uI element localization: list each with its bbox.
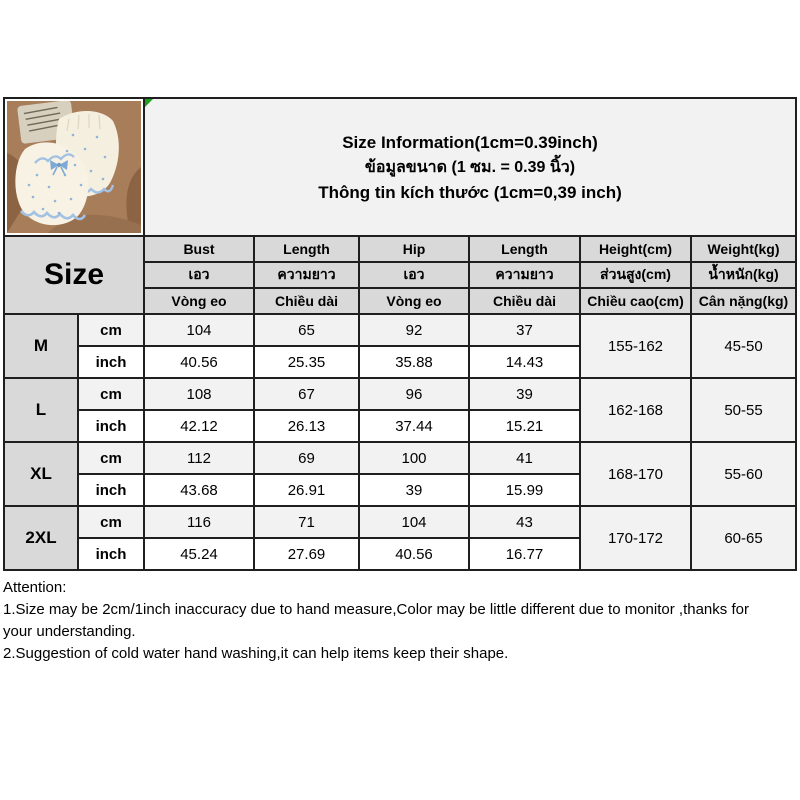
value-cell: 39 (469, 378, 580, 410)
header-length2-th: ความยาว (469, 262, 580, 288)
value-cell: 40.56 (144, 346, 254, 378)
product-photo-cell (4, 98, 144, 236)
value-cell: 25.35 (254, 346, 359, 378)
weight-range-xl: 55-60 (691, 442, 796, 506)
weight-range-m: 45-50 (691, 314, 796, 378)
title-english: Size Information(1cm=0.39inch) (342, 132, 598, 152)
value-cell: 37 (469, 314, 580, 346)
unit-cm: cm (78, 506, 144, 538)
value-cell: 96 (359, 378, 469, 410)
unit-inch: inch (78, 410, 144, 442)
value-cell: 43 (469, 506, 580, 538)
header-height-th: ส่วนสูง(cm) (580, 262, 691, 288)
title-row (4, 98, 796, 236)
size-chart-table (3, 97, 797, 571)
value-cell: 67 (254, 378, 359, 410)
value-cell: 35.88 (359, 346, 469, 378)
header-row-english (4, 236, 796, 262)
value-cell: 104 (359, 506, 469, 538)
header-weight-vi: Cân nặng(kg) (691, 288, 796, 314)
size-label-xl: XL (4, 442, 78, 506)
height-range-l: 162-168 (580, 378, 691, 442)
size-info-title-cell (144, 98, 796, 236)
unit-inch: inch (78, 346, 144, 378)
cell-flag-icon (145, 99, 153, 107)
height-range-m: 155-162 (580, 314, 691, 378)
header-bust-vi: Vòng eo (144, 288, 254, 314)
size-label-2xl: 2XL (4, 506, 78, 570)
size-label-m: M (4, 314, 78, 378)
header-weight: Weight(kg) (691, 236, 796, 262)
header-length: Length (254, 236, 359, 262)
value-cell: 40.56 (359, 538, 469, 570)
size-label-l: L (4, 378, 78, 442)
weight-range-l: 50-55 (691, 378, 796, 442)
value-cell: 69 (254, 442, 359, 474)
header-weight-th: น้ำหนัก(kg) (691, 262, 796, 288)
header-hip: Hip (359, 236, 469, 262)
product-photo (7, 101, 141, 233)
value-cell: 26.91 (254, 474, 359, 506)
unit-inch: inch (78, 474, 144, 506)
title-vietnamese: Thông tin kích thước (1cm=0,39 inch) (318, 182, 622, 202)
header-hip-th: เอว (359, 262, 469, 288)
value-cell: 14.43 (469, 346, 580, 378)
height-range-2xl: 170-172 (580, 506, 691, 570)
row-m-cm (4, 314, 796, 346)
row-l-cm (4, 378, 796, 410)
value-cell: 27.69 (254, 538, 359, 570)
value-cell: 42.12 (144, 410, 254, 442)
title-thai: ข้อมูลขนาด (1 ซม. = 0.39 นิ้ว) (364, 158, 576, 176)
header-length-th: ความยาว (254, 262, 359, 288)
header-height-vi: Chiều cao(cm) (580, 288, 691, 314)
header-length-vi: Chiều dài (254, 288, 359, 314)
attention-note-2: 2.Suggestion of cold water hand washing,it can help items keep their shape. (3, 645, 509, 662)
value-cell: 37.44 (359, 410, 469, 442)
attention-heading: Attention: (3, 579, 67, 596)
unit-cm: cm (78, 378, 144, 410)
value-cell: 71 (254, 506, 359, 538)
header-height: Height(cm) (580, 236, 691, 262)
header-length2: Length (469, 236, 580, 262)
row-xl-cm (4, 442, 796, 474)
value-cell: 26.13 (254, 410, 359, 442)
header-hip-vi: Vòng eo (359, 288, 469, 314)
value-cell: 15.99 (469, 474, 580, 506)
value-cell: 100 (359, 442, 469, 474)
row-2xl-cm (4, 506, 796, 538)
attention-note (3, 577, 782, 665)
size-column-header: Size (4, 236, 144, 314)
value-cell: 39 (359, 474, 469, 506)
header-bust-th: เอว (144, 262, 254, 288)
value-cell: 104 (144, 314, 254, 346)
value-cell: 92 (359, 314, 469, 346)
value-cell: 43.68 (144, 474, 254, 506)
unit-cm: cm (78, 442, 144, 474)
value-cell: 45.24 (144, 538, 254, 570)
unit-inch: inch (78, 538, 144, 570)
value-cell: 15.21 (469, 410, 580, 442)
unit-cm: cm (78, 314, 144, 346)
weight-range-2xl: 60-65 (691, 506, 796, 570)
value-cell: 65 (254, 314, 359, 346)
header-length2-vi: Chiều dài (469, 288, 580, 314)
value-cell: 41 (469, 442, 580, 474)
height-range-xl: 168-170 (580, 442, 691, 506)
value-cell: 108 (144, 378, 254, 410)
attention-note-1: 1.Size may be 2cm/1inch inaccuracy due to hand measure,Color may be little different due to monitor ,thanks for your understanding. (3, 601, 749, 640)
header-bust: Bust (144, 236, 254, 262)
value-cell: 116 (144, 506, 254, 538)
value-cell: 16.77 (469, 538, 580, 570)
value-cell: 112 (144, 442, 254, 474)
